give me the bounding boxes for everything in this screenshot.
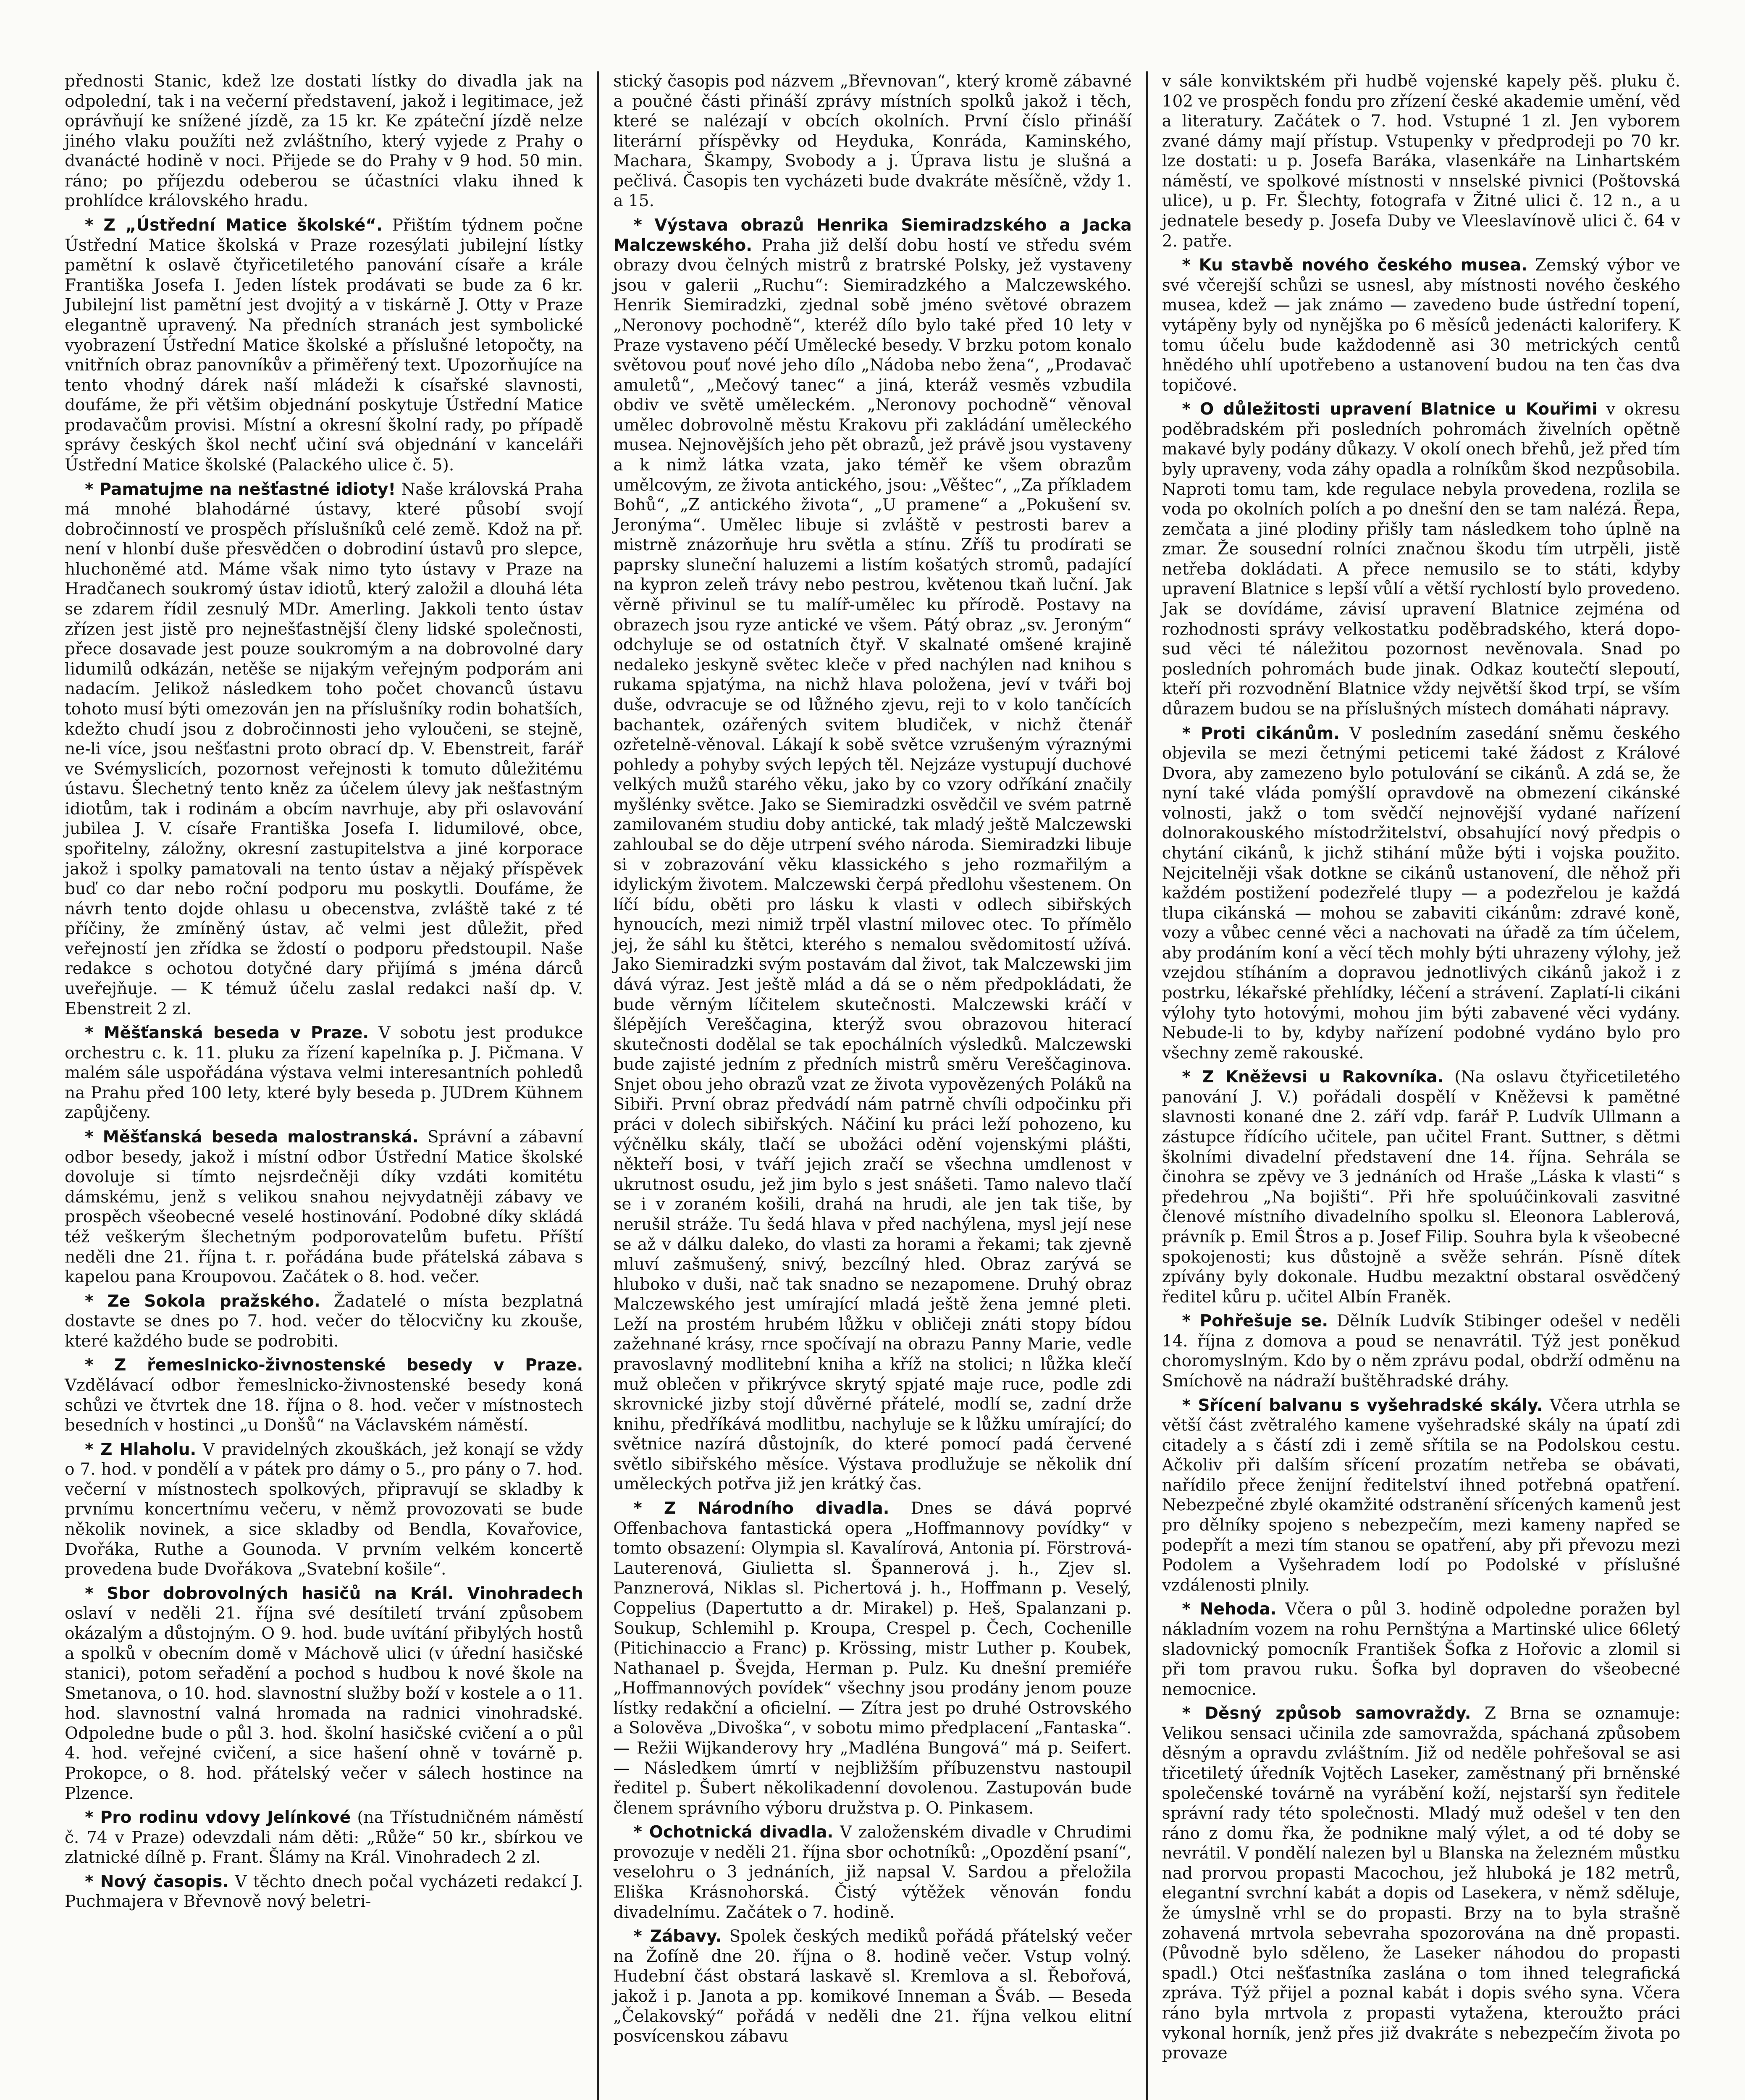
article-paragraph (65, 1440, 583, 1580)
article-text: Z Brna se oznamuje: Velikou sensaci učinila zde samovražda, spáchaná způsobem děsným a opravdu zvláštním. Již od neděle pohřešoval se asi třicetiletý úředník Vojtěch Laseker, zaměstnaný při brněnské společenské továrně na vyrábění koží, nejstarší syn ředitele správní rady této společnosti. Mladý muž odešel v ten den ráno z domu řka, že podnikne malý výlet, a od té doby se nevrátil. V pondělí nalezen byl u Blanska na železném můstku nad prorvou propasti Macochou, jež hluboká je 182 metrů, elegantní svrchní kabát a dopis od Lasekera, v němž sděluje, že úmyslně vrhl se do propasti. Brzy na to byla strašně zohavená mrtvola sebevraha spozorována na dně propasti. (Původně bylo sděleno, že Laseker náhodou do propasti spadl.) Otci nešťastníka zaslána o tom ihned telegrafická zpráva. Týž přijel a poznal kabát i dopis svého syna. Včera ráno byla mrtvola z propasti vytažena, kteroužto práci vykonal horník, jenž přes již dvakráte s nebezpečím života po provaze (1162, 1704, 1680, 2063)
article-heading: * Děsný způsob samovraždy. (1182, 1704, 1471, 1723)
article-text: Zemský výbor ve své včerejší schůzi se usnesl, aby místnosti nového českého musea, kdež — jak známo — zavedeno bude ústřední topení, vytápěny byly od nynějška po 6 měsíců jedenácti kalorifery. K tomu účelu bude každodenně asi 30 metrických centů hnědého uhlí upotřebeno a ustanovení budou na ten čas dva topičové. (1162, 256, 1680, 395)
article-heading: * Ze Sokola pražského. (85, 1292, 320, 1311)
column-1 (50, 71, 597, 2100)
article-text: V založenském divadle v Chrudimi provozuje v neděli 21. října sbor ochotníků: „Opozdění psaní“, veselohru o 3 jednáních, již napsal V. Sardou a přeložila Eliška Krásnohorská. Čistý výtěžek věnován fondu divadelnímu. Začátek o 7. hodině. (613, 1823, 1132, 1922)
article-paragraph (613, 1927, 1131, 2046)
article-text: V sobotu jest produkce orchestru c. k. 11. pluku za řízení kapelníka p. J. Pičmana. V malém sále uspořádána výstava velmi interesantních pohledů na Prahu před 100 lety, které byly beseda p. JUDrem Kühnem zapůjčeny. (65, 1024, 583, 1123)
article-text: Spolek českých mediků pořádá přátelský večer na Žofíně dne 20. října o 8. hodině večer. Vstup volný. Hudební část obstará laskavě sl. Kremlova a sl. Řebořová, jakož i p. Janota a pp. komikové Inneman a Šváb. — Beseda „Čelakovský“ pořádá v neděli dne 21. října velkou elitní posvícenskou zábavu (613, 1927, 1132, 2046)
article-heading: * Z Národního divadla. (633, 1499, 890, 1518)
article-text: v okresu poděbradském při posledních pohromách živelních opětně makavé byly podány důkazy. V okolí onech břehů, jež před tím byly upraveny, voda záhy opadla a rolníkům škod nezpůsobila. Naproti tomu tam, kde regulace nebyla provedena, rozlila se voda po okolních polích a po dnešní den se tam nalézá. Řepa, zemčata a jiné plodiny přišly tam následkem toho úplně na zmar. Že sousední rolníci značnou škodu tím utrpěli, jistě netřeba dokládati. A přece nemusilo se to státi, kdyby upravení Blatnice s lepší vůlí a větší rychlostí bylo provedeno. Jak se dovídáme, závisí upravení Blatnice zejména od rozhodnosti správy velkostatku poděbradského, která doposud věci té náležitou pozornost nevěnovala. Snad po posledních pohromách bude jinak. Odkaz koutečtí slepoutí, kteří při rozvodnění Blatnice vždy největší škod trpí, se vším důrazem budou se na příslušných místech domáhati nápravy. (1162, 400, 1680, 719)
article-heading: * Ochotnická divadla. (633, 1823, 834, 1842)
article-text: Včera utrhla se větší část zvětralého kamene vyšehradské skály na úpatí zdi citadely a s částí zdi i země sřítila se na Podolskou cestu. Ačkoliv při dalším sřícení prozatím netřeba se obávati, nařídilo přece ženijní ředitelství ihned potřebná opatření. Nebezpečné zbylé okamžité odstranění sřícených kamenů jest pro dělníky spojeno s nebezpečím, mezi kameny napřed se podepřít a mezi tím stanou se opatření, aby při převozu mezi Podolem a Vyšehradem lodí po Podolské v příslušné vzdálenosti plnily. (1162, 1396, 1680, 1595)
article-text: Žadatelé o místa bezplatná dostavte se dnes po 7. hod. večer do tělocvičny ku zkouše, které každého bude se podrobiti. (65, 1292, 583, 1351)
article-heading: * O důležitosti upravení Blatnice u Kouřimi (1182, 400, 1598, 419)
article-paragraph (613, 1499, 1131, 1818)
article-text: Dělník Ludvík Stibinger odešel v neděli 14. října z domova a poud se nenavrátil. Týž jest poněkud choromyslným. Kdo by o něm zprávu podal, obdrží odměnu na Smíchově na nádraží buštěhradské dráhy. (1162, 1312, 1680, 1391)
article-paragraph (1162, 1599, 1680, 1699)
article-text: Včera o půl 3. hodině odpoledne poražen byl nákladním vozem na rohu Pernštýna a Martinské ulice 66letý sladovnický pomocník František Šofka z Hořovic a zlomil si při tom pravou ruku. Šofka byl dopraven do všeobecné nemocnice. (1162, 1600, 1680, 1699)
article-heading: * Nový časopis. (85, 1872, 229, 1891)
article-text: V posledním zasedání sněmu českého objevila se mezi četnými peticemi také žádost z Králové Dvora, aby zamezeno bylo potulování se cikánů. A zdá se, že nyní také vláda pomýšlí opravdově na obmezení cikánské volnosti, jakž o tom svědčí nejnovější vydané nařízení dolnorakouského místodržitelství, obsahující nový předpis o chytání cikánů, k jichž stihání může býti i vojska použito. Nejcitelněji však dotkne se cikánů ustanovení, dle něhož při každém postižení podezřelé tlupy — a podezřelou je každá tlupa cikánská — mohou se zabaviti cikánům: zdravé koně, vozy a vůbec cenné věci a nachovati na úřadě za tím účelem, aby prodáním koní a věcí těch mohly býti uhrazeny výlohy, jež vzejdou stíháním a dopravou jednotlivých cikánů jakož i z postrku, lékařské přehlídky, léčení a strávení. Zaplatí-li cikáni výlohy tyto hotovými, mohou jim býti zabavené věci vydány. Nebude-li to by, kdyby nařízení podobné vydáno bylo pro všechny země rakouské. (1162, 724, 1680, 1063)
article-paragraph (65, 1808, 583, 1868)
article-heading: * Pro rodinu vdovy Jelínkové (85, 1808, 351, 1827)
article-heading: * Výstava obrazů Henrika Siemiradzského a Jacka Malczewského. (613, 216, 1132, 255)
article-paragraph (1162, 1311, 1680, 1391)
article-paragraph (65, 1355, 583, 1435)
article-heading: * Z Hlaholu. (85, 1440, 197, 1459)
article-heading: * Pamatujme na nešťastné idioty! (85, 480, 396, 499)
article-heading: * Ku stavbě nového českého musea. (1182, 256, 1527, 275)
article-text: V těchto dnech počal vycházeti redakcí J. Puchmajera v Břevnově nový beletri- (65, 1872, 583, 1911)
article-text: přednosti Stanic, kdež lze dostati lístky do divadla jak na odpolední, tak i na večerní představení, jakož i legitimace, jež oprávňují ke snížené jízdě, za 15 kr. Ke zpáteční jízdě nelze jiného vlaku použíti než zvláštního, který vyjede z Prahy o dvanácté hodině v noci. Přijede se do Prahy v 9 hod. 50 min. ráno; po příjezdu odeberou se účastníci vlaku ihned k prohlídce královského hradu. (65, 72, 583, 211)
article-heading: * Z „Ústřední Matice školské“. (85, 216, 383, 235)
article-paragraph (613, 1822, 1131, 1922)
article-paragraph (65, 1292, 583, 1352)
article-paragraph (1162, 255, 1680, 395)
article-heading: * Zábavy. (633, 1927, 722, 1946)
article-heading: * Proti cikánům. (1182, 724, 1340, 743)
article-heading: * Nehoda. (1182, 1600, 1277, 1619)
article-text: Naše královská Praha má mnohé blahodárné ústavy, které působí svojí dobročinností ve prospěch příslušníků celé země. Kdož na př. není v hlonbí duše přesvědčen o dobrodiní ústavů pro slepce, hluchoněmé atd. Máme však nimo tyto ústavy v Praze na Hradčanech soukromý ústav idiotů, který založil a dlouhá léta se zdarem řídil zesnulý MDr. Amerling. Jakkoli tento ústav zřízen jest jistě pro nejnešťastnější členy lidské společnosti, přece dosavade jest pouze soukromým a na dobrovolné dary lidumilů odkázán, netěše se nijakým veřejným podporám ani nadacím. Jelikož následkem toho počet chovanců ústavu tohoto musí býti omezován jen na příslušníky rodin bohatších, kdežto chudí jsou z dobročinnosti jeho vyloučeni, se stejně, ne-li více, jsou nešťastni proto obrací dp. V. Ebenstreit, farář ve Svémyslicích, pozornost veřejnosti k tomuto důležitému ústavu. Šlechetný tento kněz za účelem úlevy jak nešťastným idiotům, tak i rodinám a obcím navrhuje, aby při oslavování jubilea J. V. císaře Františka Josefa I. lidumilové, obce, spořitelny, záložny, okresní zastupitelstva a jiné korporace jakož i spolky pamatovali na tento ústav a nějaký příspěvek buď co dar nebo roční podporu mu poskytli. Doufáme, že návrh tento dojde ohlasu u obecenstva, zvláště také z té příčiny, že zmíněný ústav, ač velmi jest důležit, před veřejností jen zřídka se ždostí o podporu předstoupil. Naše redakce s ochotou dotyčné dary přijímá s jména dárců uveřejňuje. — K témuž účelu zaslal redakci naší dp. V. Ebenstreit 2 zl. (65, 480, 583, 1018)
article-text: (na Třístudničném náměstí č. 74 v Praze) odevzdali nám děti: „Růže“ 50 kr., sbírkou ve zlatnické dílně p. Frant. Šlámy na Král. Vinohradech 2 zl. (65, 1808, 583, 1867)
article-heading: * Sřícení balvanu s vyšehradské skály. (1182, 1396, 1543, 1415)
article-paragraph (613, 215, 1131, 1494)
article-heading: * Pohřešuje se. (1182, 1312, 1328, 1331)
article-paragraph (1162, 1067, 1680, 1307)
article-text: stický časopis pod názvem „Břevnovan“, který kromě zábavné a poučné části přináší zprávy místních spolků jakož i těch, které se nalézají v obcích okolních. První číslo přináší literární příspěvky od Heyduka, Konráda, Kaminského, Machara, Škampy, Svobody a j. Úprava listu je slušná a pečlivá. Časopis ten vycházeti bude dvakráte měsíčně, vždy 1. a 15. (613, 72, 1132, 211)
article-paragraph (613, 71, 1131, 211)
article-paragraph (1162, 1704, 1680, 2063)
article-heading: * Sbor dobrovolných hasičů na Král. Vinohradech (85, 1584, 583, 1603)
article-heading: * Měšťanská beseda v Praze. (85, 1024, 369, 1043)
article-paragraph (1162, 724, 1680, 1063)
article-paragraph (65, 71, 583, 211)
article-text: (Na oslavu čtyřicetiletého panování J. V.) pořádali dospělí v Kněževsi k pamětné slavnosti konané dne 2. září vdp. farář P. Ludvík Ullmann a zástupce řídícího učitele, pan učitel Frant. Suttner, s dětmi školními divadelní představení dne 14. října. Sehrála se činohra se zpěvy ve 3 jednáních od Hraše „Láska k vlasti“ s předehrou „Na bojišti“. Při hře spoluúčinkovali zasvitné členové místního divadelního spolku sl. Eleonora Lablerová, právník p. Emil Štros a p. Josef Filip. Souhra byla k všeobecné spokojenosti; kus důstojně a svěže sehrán. Písně dítek zpívány byly dokonale. Hudbu mezaktní obstaral osvědčený ředitel kůru p. učitel Albín Franěk. (1162, 1068, 1680, 1307)
article-text: v sále konviktském při hudbě vojenské kapely pěš. pluku č. 102 ve prospěch fondu pro zřízení české akademie umění, věd a literatury. Začátek o 7. hod. Vstupné 1 zl. Jen vyborem zvané dámy mají přístup. Vstupenky v předprodeji po 70 kr. lze dostati: u p. Josefa Baráka, vlasenkáře na Linhartském náměstí, ve spolkové místnosti v nnselské pivnici (Poštovská ulice), u p. Fr. Šlechty, fotografa v Žitné ulici č. 12 n., a u jednatele besedy p. Josefa Duby ve Vleeslavínově ulici č. 64 v 2. patře. (1162, 72, 1680, 251)
article-heading: * Z řemeslnicko-živnostenské besedy v Praze. (85, 1356, 583, 1375)
article-paragraph (65, 1872, 583, 1912)
column-2 (597, 71, 1146, 2100)
article-text: Přištím týdnem počne Ústřední Matice školská v Praze rozesýlati jubilejní lístky pamětní k oslavě čtyřicetiletého panování císaře a krále Františka Josefa I. Jeden lístek prodávati se bude za 6 kr. Jubilejní list pamětní jest dvojitý a v tiskárně J. Otty v Praze elegantně upravený. Na předních stranách jest symbolické vyobrazení Ústřední Matice školské a příslušné letopočty, na vnitřních obraz panovníkův a přiměřený text. Upozorňujíce na tento vhodný dárek naší mládeži k císařské slavnosti, doufáme, že při většim objednání poskytuje Ústřední Matice prodavačům provisi. Místní a okresní školní rady, po případě správy českých škol nechť učiní svá objednání v kanceláři Ústřední Matice školské (Palackého ulice č. 5). (65, 216, 583, 475)
article-text: Správní a zábavní odbor besedy, jakož i místní odbor Ústřední Matice školské dovoluje si tímto nejsrdečněji díky vzdáti komitétu dámskému, jenž s velikou snahou nejvydatněji zábavy ve prospěch všeobecné veselé hostinování. Podobné díky skládá též veškerým šlechetným podporovatelům bufetu. Příští neděli dne 21. října t. r. pořádána bude přátelská zábava s kapelou pana Kroupovou. Začátek o 8. hod. večer. (65, 1128, 583, 1287)
article-heading: * Z Kněževsi u Rakovníka. (1182, 1068, 1444, 1087)
article-text: Praha již delší dobu hostí ve středu svém obrazy dvou čelných mistrů z bratrské Polsky, jež vystaveny jsou v galerii „Ruchu“: Siemiradzkého a Malczewského. Henrik Siemiradzki, zjednal sobě jméno světové obrazem „Neronovy pochodně“, kteréž dílo bylo také před 10 lety v Praze vystaveno péčí Umělecké besedy. V brzku potom konalo světovou pouť nové jeho dílo „Nádoba nebo žena“, „Prodavač amuletů“, „Mečový tanec“ a jiná, kteráž vesměs vzbudila obdiv ve světě uměleckém. „Neronovy pochodně“ věnoval umělec dobrovolně městu Krakovu při zakládání uměleckého musea. Nejnovějších jeho pět obrazů, jež právě jsou vystaveny a k nimž látka vzata, jako téměř ke všem obrazům umělcovým, ze života antického, jsou: „Věštec“, „Za příkladem Bohů“, „Z antického života“, „U pramene“ a „Pokušení sv. Jeronýma“. Umělec libuje si zvláště v pestrosti barev a mistrně znázorňuje hru světla a stínu. Zříš tu prodírati se paprsky sluneční haluzemi a listím košatých stromů, padající na kypron zeleň trávy nebo pestrou, květenou tkaň luční. Jak věrně přivinul se tu malíř-umělec ku přírodě. Postavy na obrazech jsou ryze antické ve všem. Pátý obraz „sv. Jeroným“ odchyluje se od ostatních čtyř. V skalnaté omšené krajině nedaleko jeskyně světec kleče v před nachýlen nad knihou s rukama spjatýma, na nichž hlava položena, jeví v tváři boj duše, odvracuje se od lůžného zjevu, reji to v kolo tančících bachantek, ozářených svitem bludiček, v nichž čtenář ozřetelně-věnoval. Lákají k sobě světce vzrušeným výraznými pohledy a pohyby svých lepých těl. Nejzáze vystupují duchové velkých mužů starého věku, jako by co vzory odříkání značily myšlénky světce. Jako se Siemiradzki osvědčil ve svém patrně zamilovaném studiu doby antické, tak mladý ještě Malczewski zahloubal se do děje utrpení svého národa. Siemiradzki libuje si v zobrazování věku klassického s jeho rozmařilým a idylickým životem. Malczewski čerpá předlohu všestenem. On líčí bídu, oběti pro lásku k vlasti v odlech sibiřských hynoucích, mezi nimiž trpěl vlastní milovec otec. To přímělo jej, že sáhl ku štětci, kterého s nemalou svědomitostí užívá. Jako Siemiradzki svým postavám dal život, tak Malczewski jim dává výraz. Jest ještě mlád a dá se o něm předpokládati, že bude věrným líčitelem skutečnosti. Malczewski kráčí v šlépějích Vereščagina, kterýž svou obrazovou hiterací skutečnosti dodělal se tak epochálních výsledků. Malczewski bude zajisté jedním z předních mistrů směru Vereščaginova. Snjet obou jeho obrazů vzat ze života vypovězených Poláků na Sibiři. První obraz předvádí nám patrně chvíli odpočinku při práci v dolech sibiřských. Náčiní ku práci leží pohozeno, ku výčnělku skály, tlačí se ubožáci odění vojenskými plášti, někteří bosi, v tváří jejich zračí se všechna umdlenost v ukrutnost osudu, jež jim bylo s jest snášeti. Tamo nalevo tlačí se i v zoraném košili, drahá na hrudi, ale jen tak tiše, by nerušil stráže. Tu šedá hlava v před nachýlena, mysl její nese se až v dálku daleko, do vlasti za horami a řekami; tak zjevně mluví zašmušený, snivý, bezcílný hled. Obraz zarývá se hluboko v duši, nač tak snadno se nezapomene. Druhý obraz Malczewského jest umírající mladá ještě žena jemné pleti. Leží na prostém hrubém lůžku v obličeji znáti stopy bídou zažehnané krásy, rnce spočívají na obrazu Panny Marie, vedle pravoslavný modlitební kniha a kříž na stolici; n lůžka klečí muž oblečen v přikrývce skrytý spjaté maje ruce, podle zdi skrovnické jizby stojí důvěrné přátelé, modlí se, zadní drže knihu, předříkává modlitbu, nachyluje se k lůžku umírající; do světnice nazírá důstojník, do které pomocí padá červené světlo sibiřského měsíce. Výstava prodlužuje se několik dní uměleckých potřva již jen krátký čas. (613, 236, 1132, 1494)
article-text: Vzdělávací odbor řemeslnicko-živnostenské besedy koná schůzi ve čtvrtek dne 18. října o 8. hod. večer v místnostech besedních v hostinci „u Donšů“ na Václavském náměstí. (65, 1376, 583, 1435)
article-text: V pravidelných zkouškách, jež konají se vždy o 7. hod. v pondělí a v pátek pro dámy o 5., pro pány o 7. hod. večerní v místnostech spolkových, připravují se skladby k prvnímu koncertnímu večeru, v němž provozovati se bude několik novinek, a sice skladby od Bendla, Kovařovice, Dvořáka, Ruthe a Gounoda. V prvním velkém koncertě provedena bude Dvořákova „Svatební košile“. (65, 1440, 583, 1579)
article-paragraph (65, 215, 583, 475)
article-paragraph (65, 480, 583, 1019)
article-paragraph (1162, 399, 1680, 719)
columns (50, 71, 1695, 2100)
article-paragraph (65, 1127, 583, 1287)
column-3 (1146, 71, 1695, 2100)
article-heading: * Měšťanská beseda malostranská. (85, 1128, 419, 1147)
article-paragraph (1162, 71, 1680, 251)
article-text: oslaví v neděli 21. října své desítiletí trvání způsobem okázalým a důstojným. O 9. hod. bude uvítání přibylých hostů a spolků v obecním domě v Máchově ulici (v úřední hasičské stanici), potom seřadění a pochod s hudbou k nové škole na Smetanova, o 10. hod. slavnostní služby boží v kostele a o 11. hod. slavnostní valná hromada na radnici vinohradské. Odpoledne bude o půl 3. hod. školní hasičské cvičení a o půl 4. hod. veřejné cvičení, a sice hašení ohně v továrně p. Prokopce, o 8. hod. přátelský večer v sálech hostince na Plzence. (65, 1604, 583, 1803)
article-paragraph (65, 1584, 583, 1803)
article-paragraph (1162, 1396, 1680, 1596)
article-paragraph (65, 1023, 583, 1123)
article-text: Dnes se dává poprvé Offenbachova fantastická opera „Hoffmannovy povídky“ v tomto obsazení: Olympia sl. Kavalírová, Antonia pí. Förstrová-Lauterenová, Giulietta sl. Špannerová j. h., Zjev sl. Panznerová, Niklas sl. Pichertová j. h., Hoffmann p. Veselý, Coppelius (Dapertutto a dr. Mirakel) p. Heš, Spalanzani p. Soukup, Schlemihl p. Kroupa, Crespel p. Čech, Cochenille (Pitichinaccio a Franc) p. Krössing, mistr Luther p. Koubek, Nathanael p. Švejda, Herman p. Pulz. Ku dnešní premiéře „Hoffmannových povídek“ všechny jsou prodány jenom pouze lístky redakční a oficielní. — Zítra jest po druhé Ostrovského a Solověva „Divoška“, v sobotu mimo předplacení „Fantaska“. — Režii Wijkanderovy hry „Madléna Bungová“ má p. Seifert. — Následkem úmrtí v nejbližším příbuzenstvu nastoupil ředitel p. Šubert několikadenní dovolenou. Zastupován bude členem správního výboru družstva p. O. Pinkasem. (613, 1499, 1132, 1818)
